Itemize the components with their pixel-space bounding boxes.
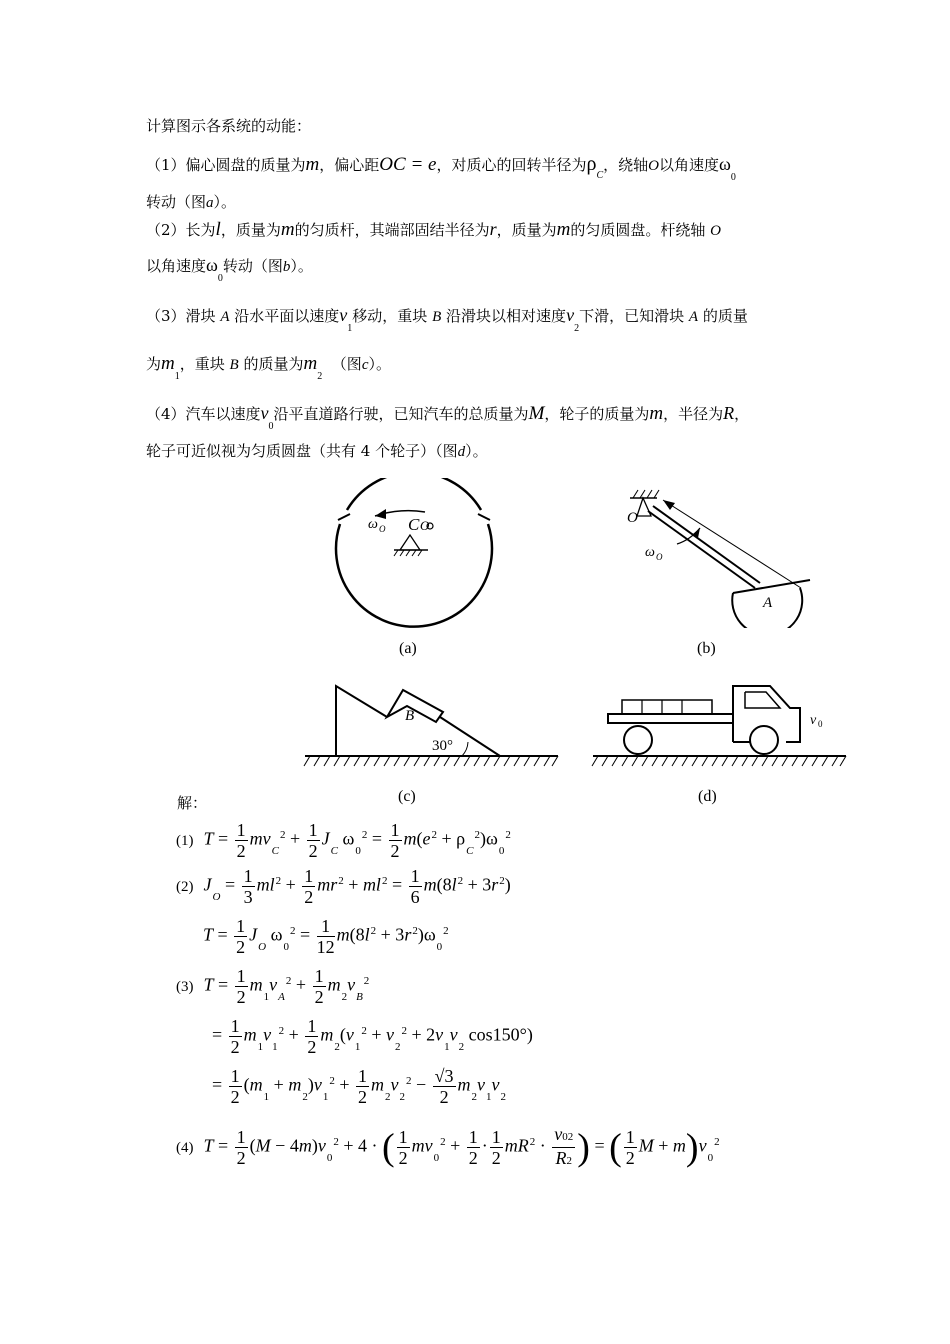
figure-d-truck	[590, 672, 850, 782]
intro-line: 计算图示各系统的动能：	[146, 117, 312, 135]
figure-b-rod-disk	[615, 478, 825, 628]
problem-2-line-2: 以角速度$\omega_0$转动（图b）。	[146, 255, 313, 284]
label-v-sub: 0	[818, 719, 823, 729]
figure-c-wedge-block	[300, 672, 565, 782]
equation-4: (4) T = $\frac{1}{2}$ $(M - 4m)v_0^2 + 4$ · ( $\frac{1}{2}$ $mv_0^2$ + $\frac{1}{2}$ · $\frac{1}{2}$ $mR^2$ · $\frac{v02}{R2}$ ) = ( $\frac{1}{2}$ $M + m)v_0^2$	[176, 1124, 720, 1169]
equation-3b: = $\frac{1}{2}$ $m_1v_1^2$ + $\frac{1}{2}$ $m_2(v_1^2 + v_2^2 + 2v_1v_2$ cos150°)	[212, 1016, 533, 1057]
equation-3a: (3) T = $\frac{1}{2}$ $m_1v_A^2$ + $\frac{1}{2}$ $m_2v_B^2$	[176, 966, 370, 1007]
caption-c: (c)	[398, 788, 416, 805]
caption-a: (a)	[399, 640, 417, 657]
label-omega: ω	[368, 517, 378, 532]
equation-3c: = $\frac{1}{2}$ $(m_1 + m_2)v_1^2$ + $\frac{1}{2}$ $m_2v_2^2$ − $\frac{√3}{2}$ $m_2v_1v_2$	[212, 1066, 507, 1107]
label-omega-sub: O	[379, 524, 386, 534]
caption-b: (b)	[697, 640, 716, 657]
problem-2-line-1: （2）长为l，质量为m的匀质杆，其端部固结半径为r，质量为m的匀质圆盘。杆绕轴 O	[146, 219, 721, 240]
label-angle: 30°	[432, 738, 453, 754]
figure-a-eccentric-disk	[330, 478, 505, 628]
equation-1: (1) T = $\frac{1}{2}$ $mv_C^2$ + $\frac{1}{2}$ $J_C$ $\omega_0^2$ = $\frac{1}{2}$ $m(e^2 + \rho_C^2)\omega_0^2$	[176, 820, 511, 861]
solution-heading: 解：	[177, 794, 208, 812]
label-o: O	[420, 518, 430, 533]
label-b: B	[405, 708, 415, 724]
problem-1-line-1: （1）偏心圆盘的质量为m，偏心距OC = e，对质心的回转半径为$\rho_C$，绕轴O以角速度$\omega_0$	[146, 153, 736, 183]
caption-d: (d)	[698, 788, 717, 805]
problem-4-line-2: 轮子可近似视为匀质圆盘（共有 4 个轮子）（图d）。	[146, 442, 488, 460]
label-o: O	[627, 510, 638, 526]
label-v: v	[810, 713, 817, 728]
label-omega: ω	[645, 545, 655, 560]
problem-1-line-2: 转动（图a）。	[146, 193, 237, 211]
problem-3-line-1: （3）滑块 A 沿水平面以速度$v_1$移动，重块 B 沿滑块以相对速度$v_2$下滑，已知滑块 A 的质量	[146, 305, 748, 334]
equation-2b: T = $\frac{1}{2}$ $J_O$ $\omega_0^2$ = $\frac{1}{12}$ $m(8l^2 + 3r^2)\omega_0^2$	[203, 916, 449, 957]
problem-4-line-1: （4）汽车以速度$v_0$沿平直道路行驶，已知汽车的总质量为M，轮子的质量为m，半径为R，	[146, 403, 750, 432]
label-c: C	[408, 515, 420, 534]
equation-2a: (2) $J_O$ = $\frac{1}{3}$ $ml^2$ + $\frac{1}{2}$ $mr^2 + ml^2$ = $\frac{1}{6}$ $m(8l^2 + 3r^2)$	[176, 866, 511, 907]
problem-3-line-2: 为$m_1$，重块 B 的质量为$m_2$ （图c）。	[146, 353, 391, 382]
label-a: A	[763, 595, 773, 611]
label-omega-sub: O	[656, 552, 663, 562]
